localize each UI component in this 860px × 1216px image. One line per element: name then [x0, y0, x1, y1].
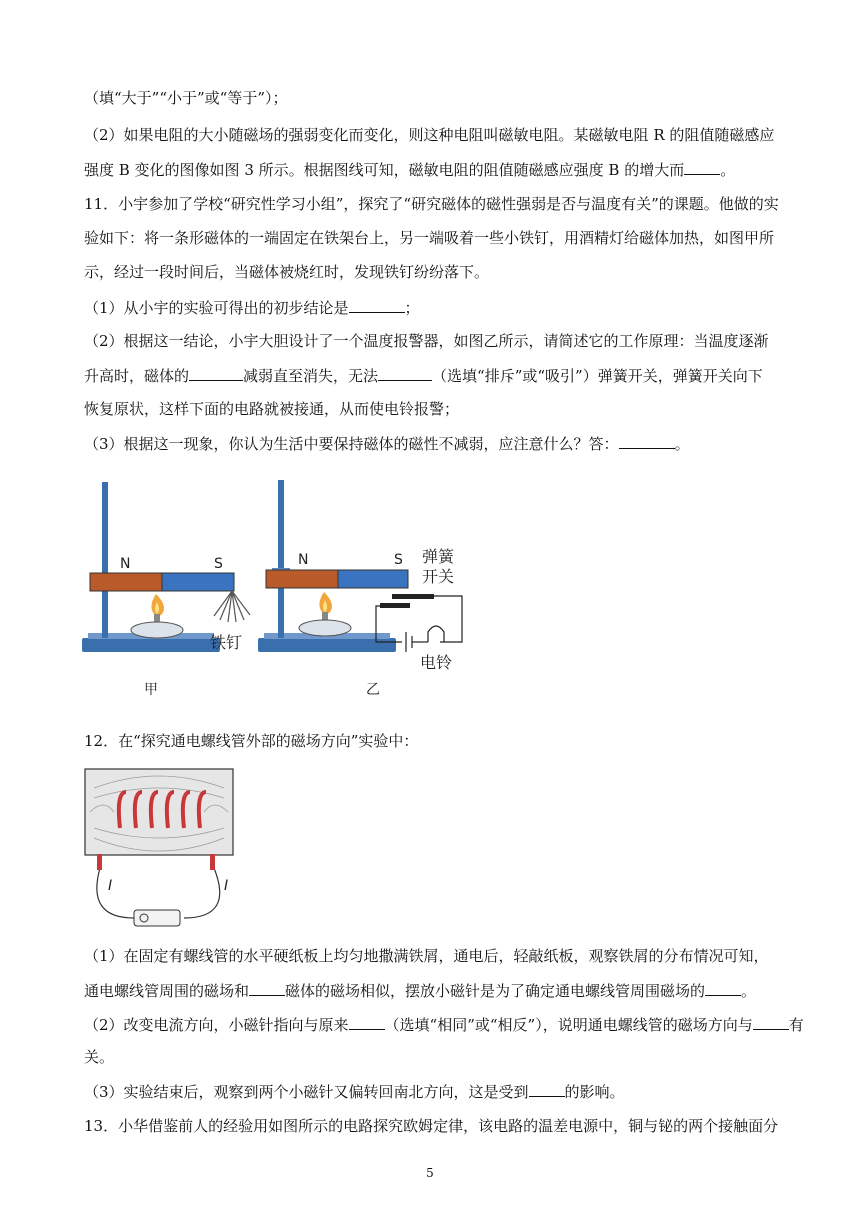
alcohol-lamp — [299, 620, 351, 636]
lead-right — [210, 854, 215, 870]
text-line: 示，经过一段时间后，当磁体被烧红时，发现铁钉纷纷落下。 — [84, 263, 490, 281]
answer-blank[interactable] — [349, 297, 405, 313]
battery — [134, 910, 180, 926]
lead-left — [97, 854, 102, 870]
text-line: 强度 B 变化的图像如图 3 所示。根据图线可知，磁敏电阻的阻值随磁感应强度 B 的增大而 。 — [84, 161, 736, 179]
caption-jia: 甲 — [144, 682, 158, 698]
question-12: 12．在“探究通电螺线管外部的磁场方向”实验中： — [84, 732, 419, 750]
text-line: （2）改变电流方向，小磁针指向与原来 （选填“相同”或“相反”），说明通电螺线管的磁场方向与 有 — [84, 1016, 804, 1034]
text-line: （1）在固定有螺线管的水平硬纸板上均匀地撒满铁屑，通电后，轻敲纸板，观察铁屑的分布情况可知， — [84, 947, 769, 965]
bell-icon — [428, 626, 444, 642]
nails-label: 铁钉 — [210, 633, 243, 652]
text-line: 恢复原状，这样下面的电路就被接通，从而使电铃报警； — [84, 400, 460, 418]
magnet-heating-figure — [80, 470, 480, 700]
text-line: 关。 — [84, 1048, 115, 1066]
answer-blank[interactable] — [349, 1014, 385, 1030]
question-13: 13．小华借鉴前人的经验用如图所示的电路探究欧姆定律，该电路的温差电源中，铜与铋的两个接触面分 — [84, 1117, 779, 1135]
south-pole — [162, 573, 234, 591]
label-n: N — [120, 556, 131, 572]
stand-base — [82, 638, 220, 652]
answer-blank[interactable] — [619, 433, 675, 449]
stand-base — [258, 638, 396, 652]
stand-rod — [278, 480, 284, 638]
lamp-wick — [154, 614, 160, 622]
label-n: N — [298, 552, 309, 568]
page-number: 5 — [426, 1166, 434, 1180]
caption-yi: 乙 — [366, 682, 380, 698]
text-line: 验如下：将一条形磁体的一端固定在铁架台上，另一端吸着一些小铁钉，用酒精灯给磁体加热，如图甲所 — [84, 229, 775, 247]
cardboard — [85, 769, 233, 855]
spring-switch — [392, 594, 434, 599]
bell-label: 电铃 — [420, 653, 453, 672]
text-line: （3）实验结束后，观察到两个小磁针又偏转回南北方向，这是受到 的影响。 — [84, 1083, 625, 1101]
stand-rod — [102, 482, 108, 638]
text-line: （3）根据这一现象，你认为生活中要保持磁体的磁性不减弱，应注意什么？答： 。 — [84, 435, 690, 453]
answer-blank[interactable] — [378, 365, 432, 381]
text-line: 通电螺线管周围的磁场和 磁体的磁场相似，摆放小磁针是为了确定通电螺线管周围磁场的 。 — [84, 982, 757, 1000]
answer-blank[interactable] — [189, 365, 243, 381]
current-label-right: I — [224, 878, 229, 894]
text-line: 升高时，磁体的 减弱直至消失，无法 （选填“排斥”或“吸引”）弹簧开关，弹簧开关向下 — [84, 367, 763, 385]
text-line: （填“大于”“小于”或“等于”）； — [84, 89, 288, 107]
answer-blank[interactable] — [705, 980, 741, 996]
solenoid-figure — [84, 768, 244, 934]
north-pole — [90, 573, 162, 591]
answer-blank[interactable] — [684, 159, 720, 175]
question-11: 11．小宇参加了学校“研究性学习小组”，探究了“研究磁体的磁性强弱是否与温度有关”的课题。他做的实 — [84, 195, 779, 213]
label-s: S — [214, 556, 223, 572]
alcohol-lamp — [131, 622, 183, 638]
label-s: S — [394, 552, 403, 568]
answer-blank[interactable] — [753, 1014, 789, 1030]
text-line: （2）如果电阻的大小随磁场的强弱变化而变化，则这种电阻叫磁敏电阻。某磁敏电阻 R 的阻值随磁感应 — [84, 126, 775, 144]
nails — [214, 591, 250, 622]
text-line: （2）根据这一结论，小宇大胆设计了一个温度报警器，如图乙所示，请简述它的工作原理：当温度逐渐 — [84, 332, 769, 350]
lamp-wick — [322, 612, 328, 620]
current-label-left: I — [108, 878, 113, 894]
south-pole — [338, 570, 408, 588]
answer-blank[interactable] — [249, 980, 285, 996]
answer-blank[interactable] — [529, 1081, 565, 1097]
text-line: （1）从小宇的实验可得出的初步结论是 ； — [84, 299, 420, 317]
spring-label: 弹簧 — [422, 547, 455, 566]
north-pole — [266, 570, 338, 588]
switch-label: 开关 — [422, 567, 455, 586]
